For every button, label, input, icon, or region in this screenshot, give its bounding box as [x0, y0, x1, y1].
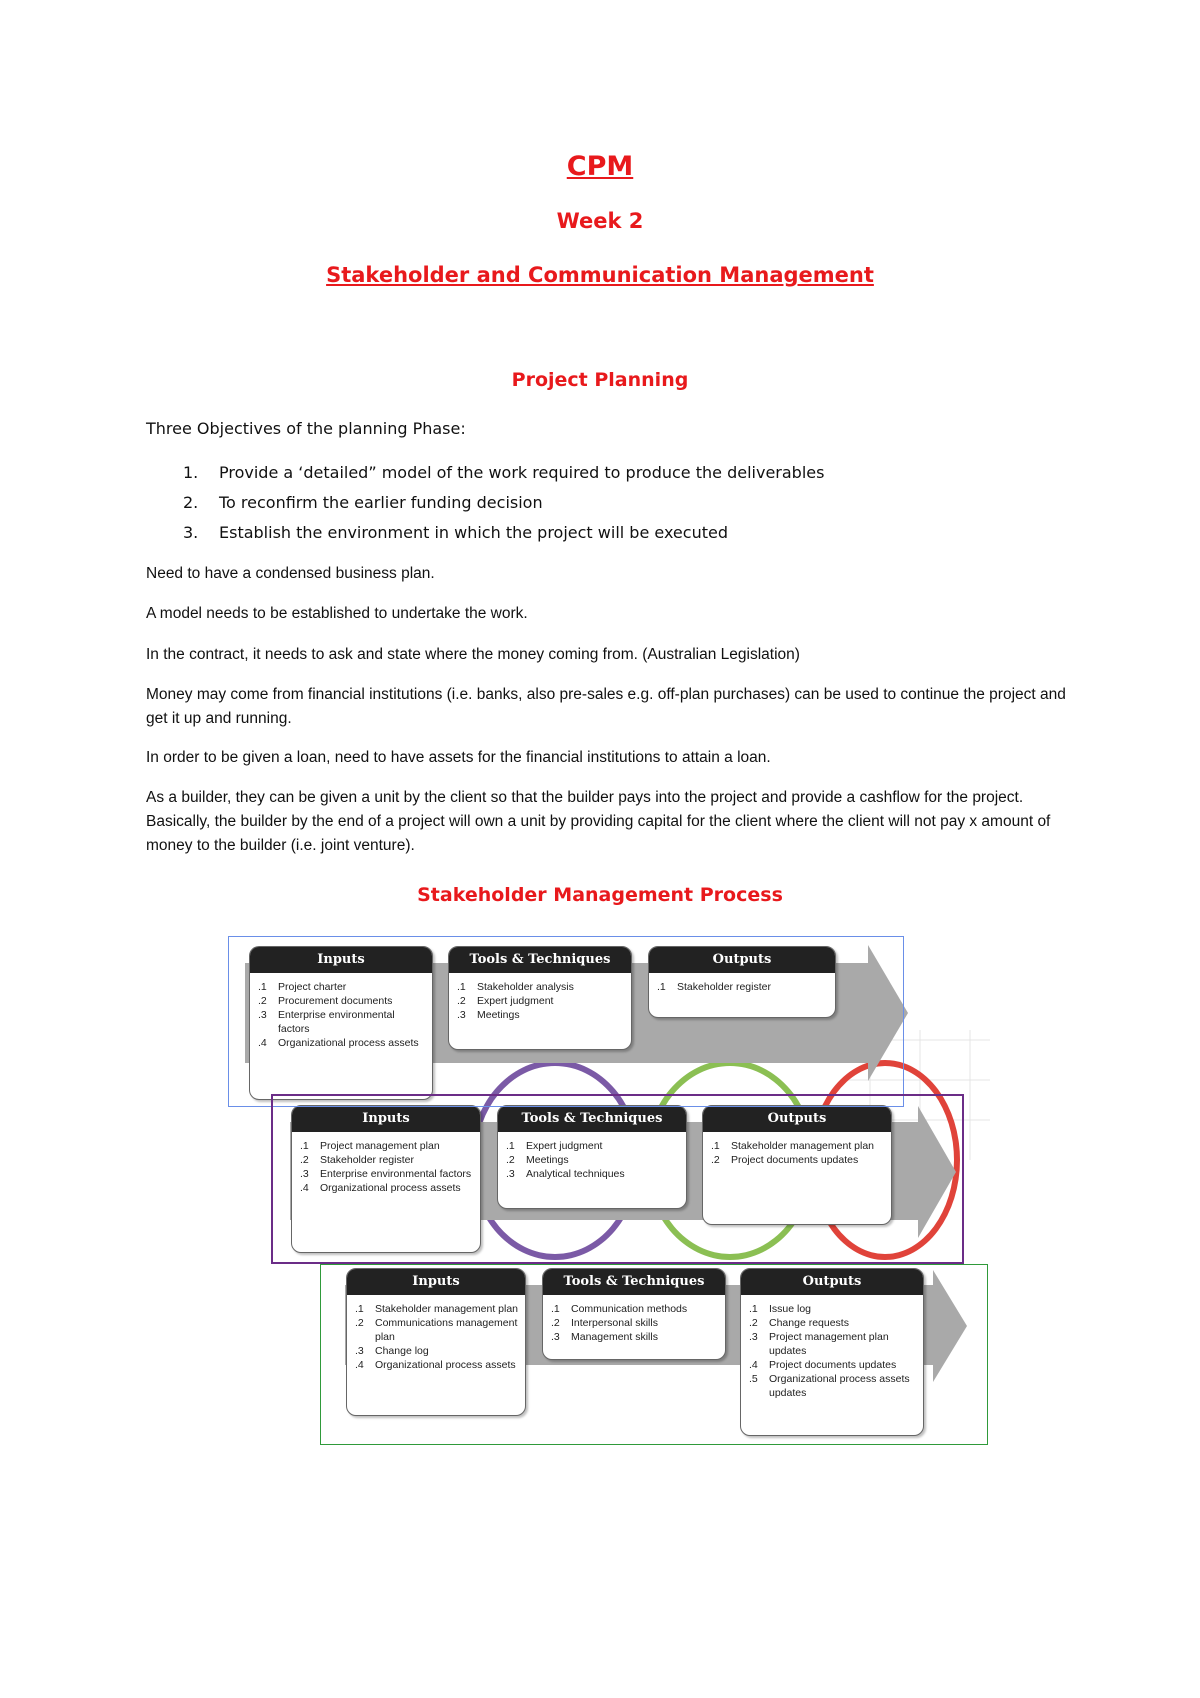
- card-header: Tools & Techniques: [543, 1269, 725, 1295]
- list-item: .2 Meetings: [506, 1154, 569, 1166]
- objectives-intro: Three Objectives of the planning Phase:: [146, 419, 466, 438]
- list-item: .3 Enterprise environmental factors: [258, 1009, 395, 1035]
- list-item: 3. Establish the environment in which the project will be executed: [183, 523, 728, 542]
- card-header: Outputs: [741, 1269, 923, 1295]
- list-item: .3 Project management plan updates: [749, 1331, 889, 1357]
- paragraph: In the contract, it needs to ask and state where the money coming from. (Australian Legislation): [146, 646, 800, 663]
- paragraph: As a builder, they can be given a unit by the client so that the builder pays into the project and provide a cashflow for the project. Basically, the builder by the end of a project will own a unit by providing capital for the client where the client will not pay x amount of money to the builder (i.e. joint venture).: [146, 789, 1051, 854]
- list-item: .3 Enterprise environmental factors: [300, 1168, 472, 1180]
- topic-title: Stakeholder and Communication Management: [326, 263, 874, 287]
- card-header: Tools & Techniques: [449, 947, 631, 973]
- list-item: .2 Procurement documents: [258, 995, 393, 1007]
- highlight-frame-identify: [228, 936, 904, 1107]
- section-heading-stakeholder: Stakeholder Management Process: [417, 884, 783, 906]
- list-item: .1 Issue log: [749, 1303, 812, 1315]
- list-item: .1 Project charter: [258, 981, 347, 993]
- highlight-frame-manage: [320, 1264, 988, 1445]
- list-item: 1. Provide a ‘detailed” model of the work required to produce the deliverables: [183, 463, 825, 482]
- highlight-frame-plan: [271, 1094, 964, 1264]
- list-item: .1 Stakeholder analysis: [457, 981, 574, 993]
- list-item: .1 Communication methods: [551, 1303, 688, 1315]
- list-item: .2 Communications management plan: [355, 1317, 518, 1343]
- list-item: .1 Expert judgment: [506, 1140, 603, 1152]
- list-item: .5 Organizational process assets updates: [749, 1373, 910, 1399]
- list-item: .1 Stakeholder register: [657, 981, 771, 993]
- week-title: Week 2: [556, 209, 644, 233]
- card-header: Outputs: [649, 947, 835, 973]
- list-item: .2 Interpersonal skills: [551, 1317, 658, 1329]
- list-item: .4 Organizational process assets: [300, 1182, 461, 1194]
- paragraph: A model needs to be established to undertake the work.: [146, 605, 528, 622]
- objectives-list: [146, 462, 824, 552]
- card-header: Inputs: [292, 1106, 480, 1132]
- list-item: .2 Stakeholder register: [300, 1154, 414, 1166]
- paragraph: Need to have a condensed business plan.: [146, 565, 435, 582]
- card-header: Outputs: [703, 1106, 891, 1132]
- course-title: CPM: [566, 151, 634, 182]
- list-item: .3 Meetings: [457, 1009, 520, 1021]
- list-item: .4 Organizational process assets: [258, 1037, 419, 1049]
- card-header: Tools & Techniques: [498, 1106, 686, 1132]
- list-item: .1 Project management plan: [300, 1140, 440, 1152]
- list-item: .1 Stakeholder management plan: [355, 1303, 519, 1315]
- list-item: .4 Project documents updates: [749, 1359, 897, 1371]
- list-item: .2 Change requests: [749, 1317, 849, 1329]
- list-item: .3 Change log: [355, 1345, 429, 1357]
- list-item: .2 Expert judgment: [457, 995, 554, 1007]
- list-item: 2. To reconfirm the earlier funding decision: [183, 493, 543, 512]
- list-item: .3 Analytical techniques: [506, 1168, 625, 1180]
- card-header: Inputs: [250, 947, 432, 973]
- list-item: .3 Management skills: [551, 1331, 658, 1343]
- list-item: .2 Project documents updates: [711, 1154, 859, 1166]
- paragraph: In order to be given a loan, need to have assets for the financial institutions to attain a loan.: [146, 749, 771, 766]
- list-item: .1 Stakeholder management plan: [711, 1140, 875, 1152]
- card-header: Inputs: [347, 1269, 525, 1295]
- paragraph: Money may come from financial institutions (i.e. banks, also pre-sales e.g. off-plan purchases) can be used to continue the project and get it up and running.: [146, 686, 1066, 727]
- list-item: .4 Organizational process assets: [355, 1359, 516, 1371]
- section-heading-planning: Project Planning: [511, 369, 689, 391]
